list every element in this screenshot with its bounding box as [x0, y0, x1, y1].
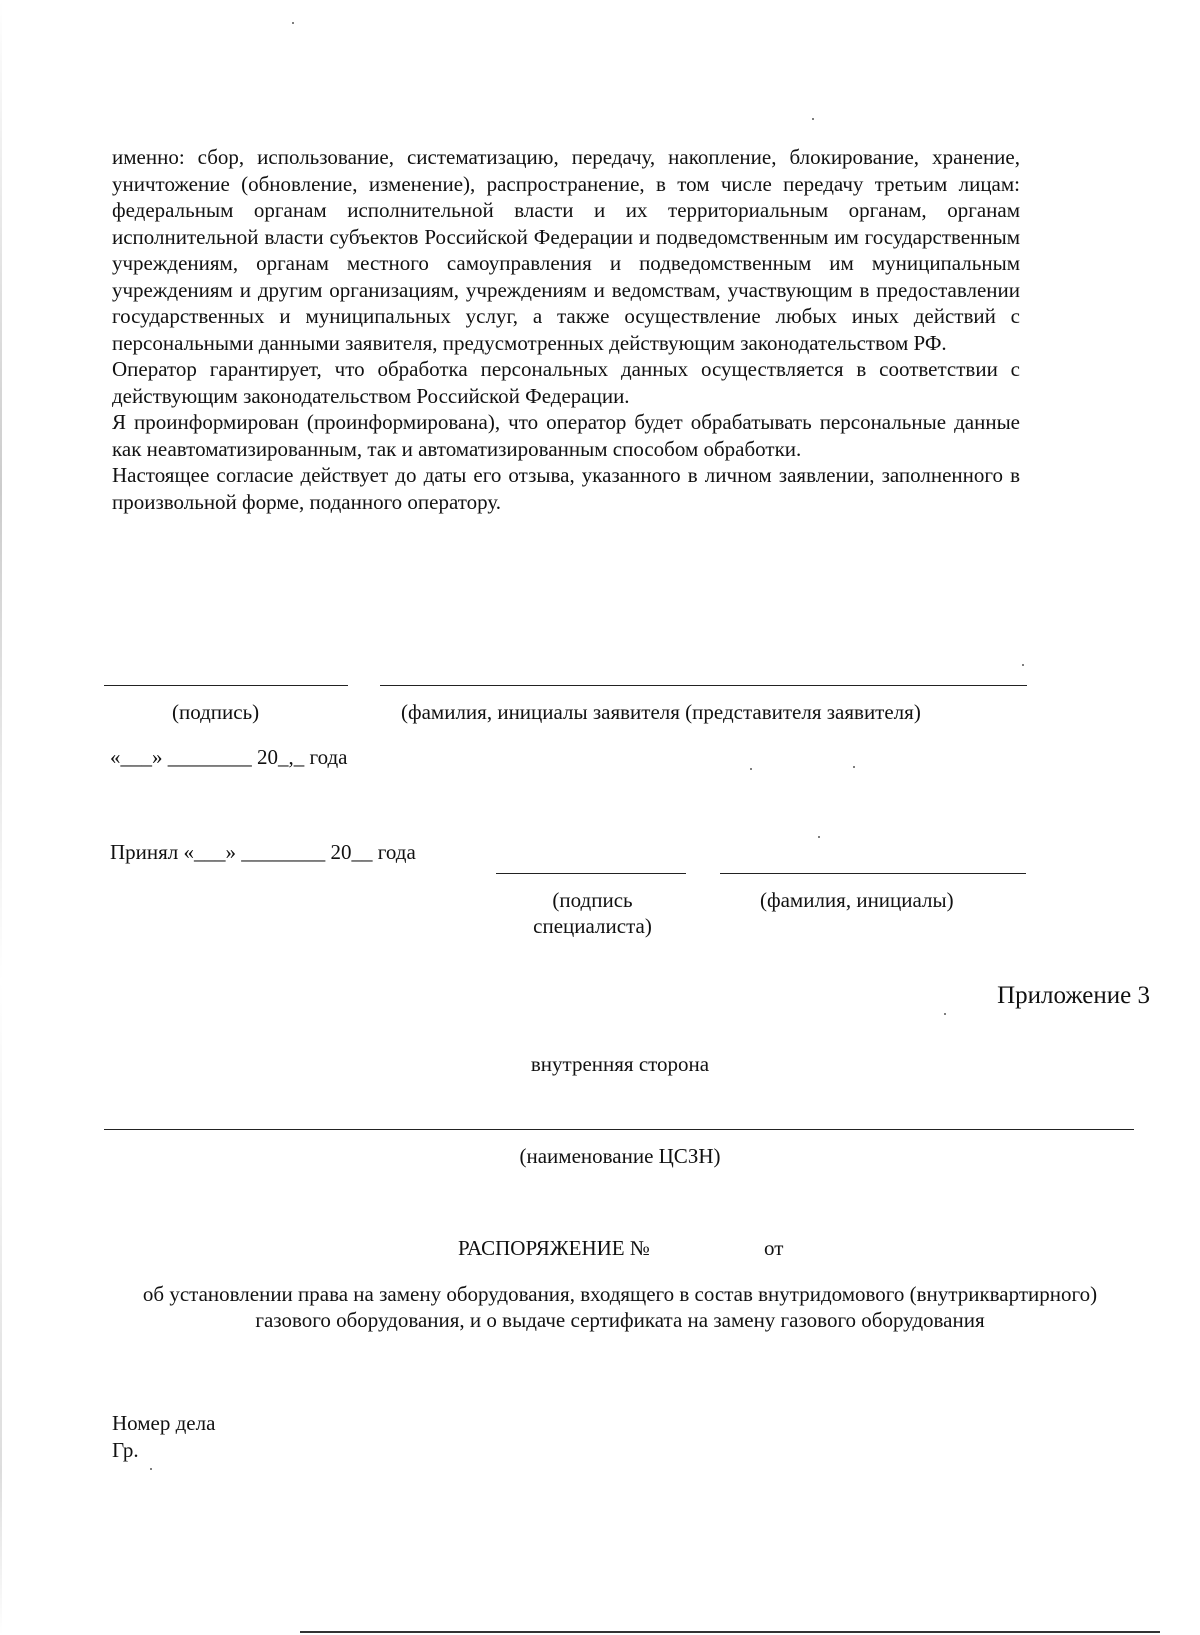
case-number-label: Номер дела: [112, 1411, 216, 1435]
applicant-name-caption: (фамилия, инициалы заявителя (представителя заявителя): [401, 700, 921, 724]
consent-paragraph-validity: Настоящее согласие действует до даты его отзыва, указанного в личном заявлении, заполненного в произвольной форме, поданного оператору.: [112, 463, 1020, 514]
applicant-date-line: «___» ________ 20_,_ года: [110, 745, 348, 769]
specialist-signature-line: [496, 873, 686, 874]
applicant-signature-caption: (подпись): [172, 700, 260, 724]
consent-paragraph-informed: Я проинформирован (проинформирована), что оператор будет обрабатывать персональные данные как неавтоматизированным, так и автоматизированным способом обработки.: [112, 410, 1020, 461]
scan-speck: [150, 1468, 152, 1470]
order-title: РАСПОРЯЖЕНИЕ №: [458, 1236, 650, 1260]
scan-speck: [818, 836, 820, 838]
citizen-label: Гр.: [112, 1438, 139, 1462]
scan-edge: [0, 0, 2, 1635]
applicant-name-line: [380, 685, 1027, 686]
appendix-title: Приложение 3: [997, 982, 1150, 1009]
specialist-signature-caption-line1: (подпись: [552, 888, 633, 912]
specialist-name-caption: (фамилия, инициалы): [760, 888, 954, 912]
consent-text: [112, 144, 1020, 515]
consent-paragraph-processing-actions: именно: сбор, использование, систематизацию, передачу, накопление, блокирование, хранение, уничтожение (обновление, изменение), распространение, в том числе передачу третьим лицам: федеральным органам исполнительной власти и их территориальным органам, органам исполнительной власти субъектов Российской Федерации и подведомственным им государственным учреждениям, органам местного самоуправления и подведомственным им муниципальным учреждениям и другим организациям, учреждениям и ведомствам, участвующим в предоставлении государственных и муниципальных услуг, а также осуществление любых иных действий с персональными данными заявителя, предусмотренных действующим законодательством РФ.: [112, 145, 1020, 355]
order-subject: об установлении права на замену оборудования, входящего в состав внутридомового (внутриквартирного) газового оборудования, и о выдаче сертификата на замену газового оборудования: [142, 1282, 1098, 1332]
scan-speck: [944, 1013, 946, 1015]
scan-speck: [292, 22, 294, 24]
accepted-date-line: Принял «___» ________ 20__ года: [110, 840, 416, 864]
inner-side-label: внутренняя сторона: [530, 1052, 710, 1076]
scan-speck: [853, 766, 855, 768]
scan-speck: [750, 768, 752, 770]
applicant-signature-line: [104, 685, 348, 686]
specialist-name-line: [720, 873, 1026, 874]
organization-caption: (наименование ЦСЗН): [519, 1144, 721, 1168]
organization-name-line: [104, 1129, 1134, 1130]
specialist-signature-caption-line2: специалиста): [533, 914, 652, 938]
scan-speck: [1022, 664, 1024, 666]
order-date-label: от: [764, 1236, 784, 1260]
scan-speck: [812, 118, 814, 120]
consent-paragraph-operator-guarantee: Оператор гарантирует, что обработка персональных данных осуществляется в соответствии с действующим законодательством Российской Федерации.: [112, 357, 1020, 408]
page-bottom-edge: [300, 1631, 1160, 1633]
